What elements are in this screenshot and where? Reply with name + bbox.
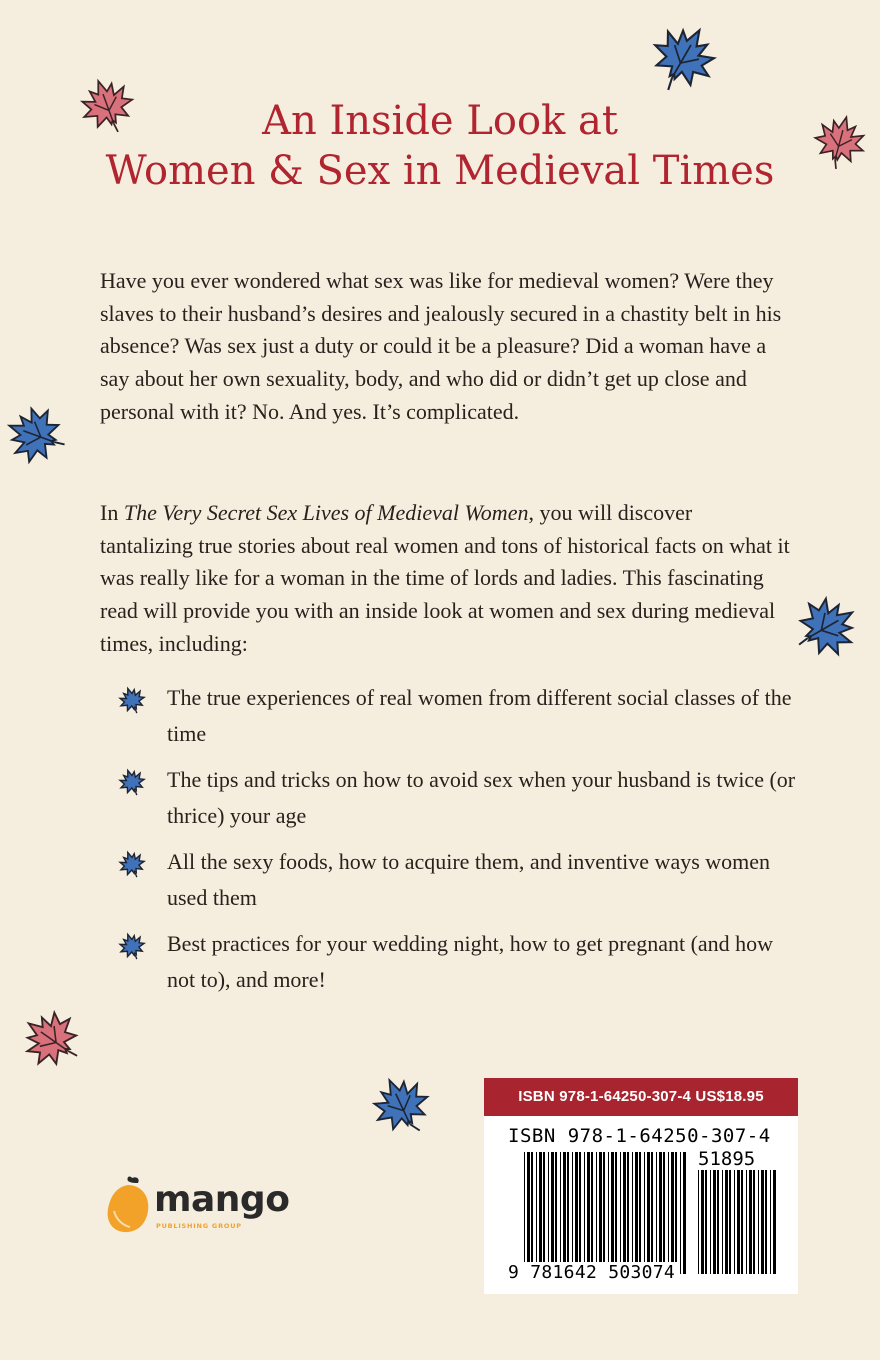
barcode-number: 9 781642 503074 (508, 1262, 676, 1283)
list-item-text: The true experiences of real women from different social classes of the time (167, 685, 792, 746)
barcode-bar (632, 1152, 633, 1274)
barcode-bar (729, 1170, 731, 1274)
barcode-bar (599, 1152, 602, 1274)
list-item (118, 680, 798, 752)
barcode-bar (644, 1152, 645, 1274)
list-item-text: Best practices for your wedding night, how to get pregnant (and how not to), and more! (167, 931, 774, 992)
barcode-bar (722, 1170, 723, 1274)
cover-headline (0, 96, 880, 196)
summary-prefix: In (100, 500, 124, 525)
barcode-bar (623, 1152, 626, 1274)
barcode-bar (668, 1152, 669, 1274)
barcode-isbn-text: ISBN 978-1-64250-307-4 (508, 1125, 771, 1147)
bullet-leaf-icon (118, 686, 146, 714)
barcode-bar (651, 1152, 653, 1274)
maple-leaf-icon (792, 594, 862, 660)
barcode-bar (749, 1170, 752, 1274)
bullet-leaf-icon (118, 768, 146, 796)
barcode-bar (656, 1152, 657, 1274)
barcode-bar (737, 1170, 740, 1274)
barcode-bar (587, 1152, 590, 1274)
barcode-bar (725, 1170, 728, 1274)
barcode-bars (524, 1152, 686, 1274)
barcode-bar (753, 1170, 755, 1274)
summary-suffix: , you will discover tantalizing true stories about real women and tons of historical facts on what it was really like for a woman in the time of lords and ladies. This fascinating read will provide you with an inside look at women and sex during medieval times, including: (100, 500, 790, 656)
bullet-leaf-icon (118, 850, 146, 878)
barcode-bar (770, 1170, 771, 1274)
barcode-bar (584, 1152, 585, 1274)
barcode-bar (627, 1152, 629, 1274)
barcode-bar (680, 1152, 681, 1274)
barcode-bar (531, 1152, 533, 1274)
barcode-bar (555, 1152, 557, 1274)
barcode-bar (663, 1152, 665, 1274)
barcode-bar (675, 1152, 677, 1274)
list-item (118, 926, 798, 998)
barcode-bar (765, 1170, 767, 1274)
intro-paragraph: Have you ever wondered what sex was like for medieval women? Were they slaves to their husband’s desires and jealously secured in a chastity belt in his absence? Was sex just a duty or could it be a pleasure? Did a woman have a say about her own sexuality, body, and who did or didn’t get up close and personal with it? No. And yes. It’s complicated. (100, 268, 782, 424)
barcode-bar (761, 1170, 764, 1274)
barcode-bar (620, 1152, 621, 1274)
headline-line-2: Women & Sex in Medieval Times (105, 148, 775, 194)
maple-leaf-icon (16, 1008, 86, 1070)
barcode-bar (527, 1152, 530, 1274)
barcode-bar (683, 1152, 686, 1274)
barcode-bar (705, 1170, 707, 1274)
barcode-bar (710, 1170, 711, 1274)
barcode-bar (575, 1152, 578, 1274)
publisher-name: mango (154, 1179, 290, 1220)
barcode-bar (615, 1152, 617, 1274)
list-item (118, 762, 798, 834)
book-summary-paragraph (100, 497, 790, 661)
barcode-bar (773, 1170, 776, 1274)
barcode-bar (713, 1170, 716, 1274)
list-item-text: The tips and tricks on how to avoid sex when your husband is twice (or thrice) your age (167, 767, 796, 828)
barcode-bar (701, 1170, 704, 1274)
barcode-bar (659, 1152, 662, 1274)
maple-leaf-icon (2, 404, 68, 466)
barcode-bar (734, 1170, 735, 1274)
barcode-bar (524, 1152, 525, 1274)
barcode-bar (647, 1152, 650, 1274)
barcode-bar (548, 1152, 549, 1274)
maple-leaf-icon (368, 1074, 434, 1136)
barcode-bar (563, 1152, 566, 1274)
book-title: The Very Secret Sex Lives of Medieval Women (123, 500, 529, 525)
barcode-bar (639, 1152, 641, 1274)
barcode-bar (579, 1152, 581, 1274)
barcode-bar (671, 1152, 674, 1274)
barcode-addon-bars (698, 1170, 778, 1274)
barcode-bar (596, 1152, 597, 1274)
barcode-bar (758, 1170, 759, 1274)
feature-list (118, 680, 798, 1008)
barcode-bar (746, 1170, 747, 1274)
barcode-bar (717, 1170, 719, 1274)
barcode-bar (635, 1152, 638, 1274)
barcode-bar (608, 1152, 609, 1274)
barcode-bar (536, 1152, 537, 1274)
barcode-bar (611, 1152, 614, 1274)
barcode-bar (539, 1152, 542, 1274)
list-item-text: All the sexy foods, how to acquire them, and inventive ways women used them (167, 849, 771, 910)
isbn-price-bar: ISBN 978-1-64250-307-4 US$18.95 (484, 1078, 798, 1116)
publisher-logo (104, 1175, 304, 1235)
barcode-price-code: 51895 (698, 1148, 756, 1170)
bullet-leaf-icon (118, 932, 146, 960)
barcode-bar (698, 1170, 699, 1274)
barcode-bar (543, 1152, 545, 1274)
barcode-bar (551, 1152, 554, 1274)
barcode-bar (572, 1152, 573, 1274)
publisher-tagline: PUBLISHING GROUP (156, 1222, 242, 1230)
barcode-bar (741, 1170, 743, 1274)
barcode-bar (560, 1152, 561, 1274)
maple-leaf-icon (645, 22, 723, 92)
barcode-bar (591, 1152, 593, 1274)
headline-line-1: An Inside Look at (262, 98, 618, 144)
mango-logo-icon (104, 1175, 152, 1235)
barcode-box (484, 1116, 798, 1294)
barcode-bar (603, 1152, 605, 1274)
barcode-bar (567, 1152, 569, 1274)
list-item (118, 844, 798, 916)
